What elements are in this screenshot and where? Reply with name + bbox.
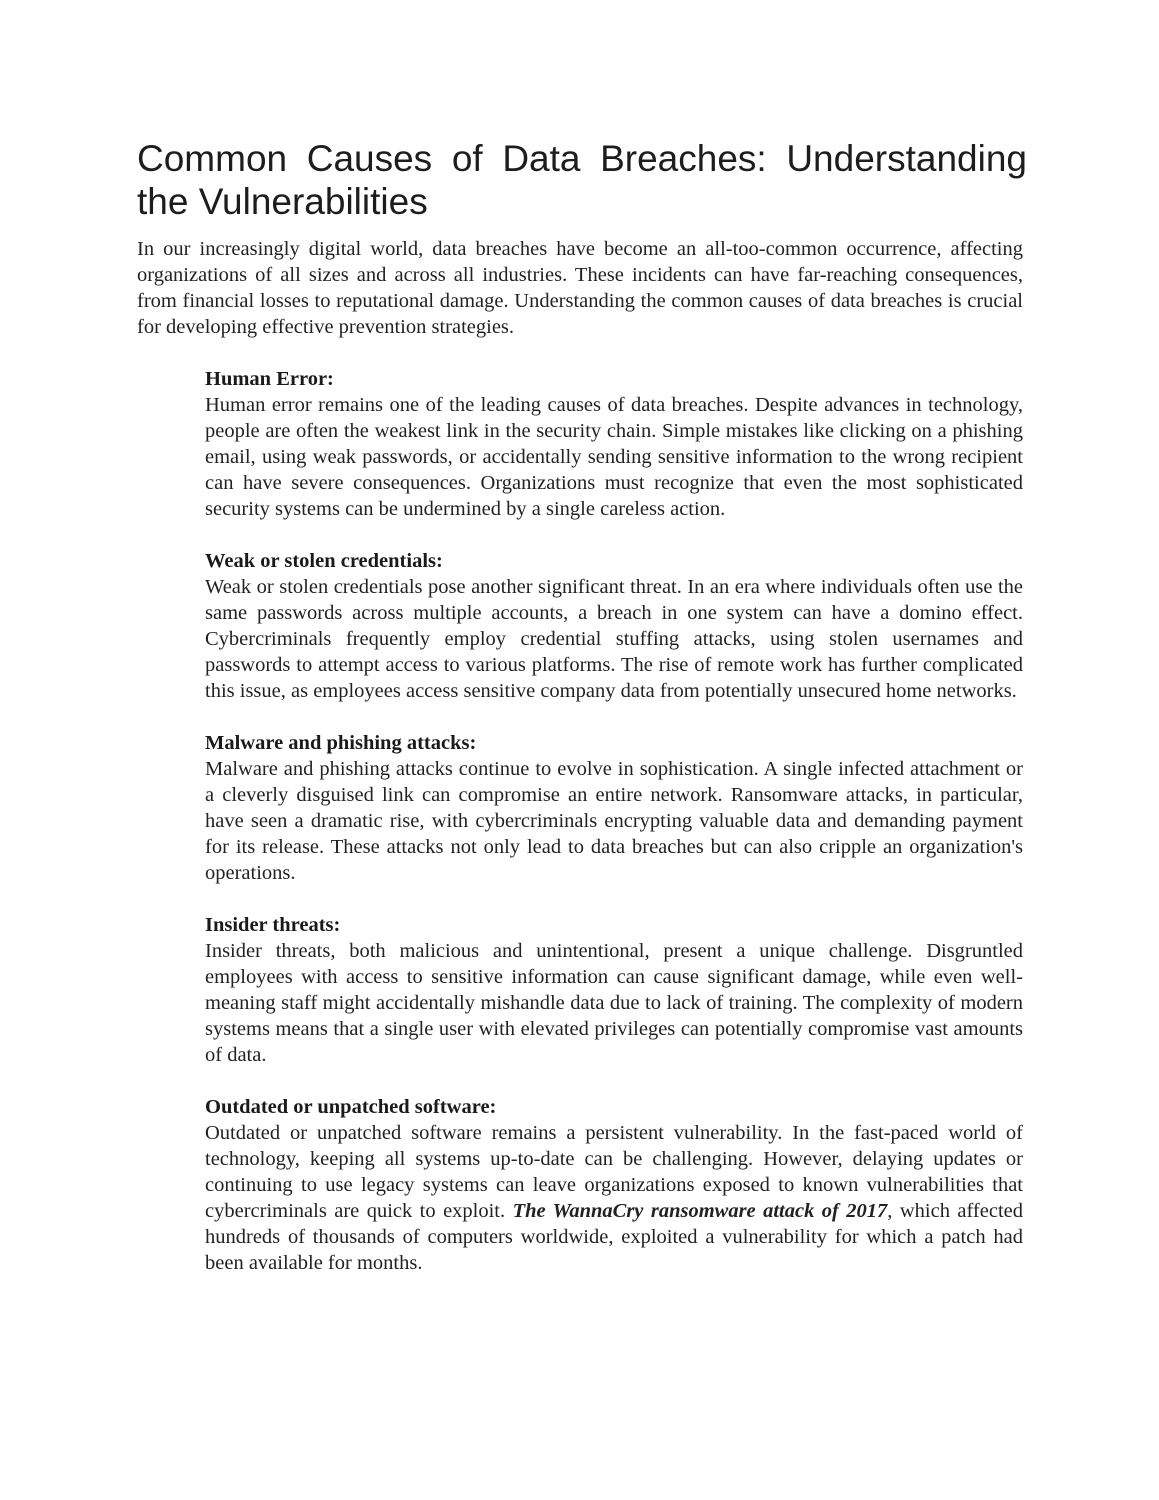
section-insider-threats bbox=[205, 912, 1023, 1068]
intro-paragraph: In our increasingly digital world, data breaches have become an all-too-common occurrence, affecting organizations of all sizes and across all industries. These incidents can have far-reaching consequences, from financial losses to reputational damage. Understanding the common causes of data breaches is crucial for developing effective prevention strategies. bbox=[137, 238, 1023, 338]
section-human-error bbox=[205, 366, 1023, 522]
section-malware-phishing bbox=[205, 730, 1023, 886]
section-body: Weak or stolen credentials pose another significant threat. In an era where individuals often use the same passwords across multiple accounts, a breach in one system can have a domino effect. Cybercriminals frequently employ credential stuffing attacks, using stolen usernames and passwords to attempt access to various platforms. The rise of remote work has further complicated this issue, as employees access sensitive company data from potentially unsecured home networks. bbox=[205, 576, 1023, 702]
section-outdated-software bbox=[205, 1094, 1023, 1276]
section-body: Malware and phishing attacks continue to evolve in sophistication. A single infected attachment or a cleverly disguised link can compromise an entire network. Ransomware attacks, in particular, have seen a dramatic rise, with cybercriminals encrypting valuable data and demanding payment for its release. These attacks not only lead to data breaches but can also cripple an organization's operations. bbox=[205, 758, 1023, 884]
section-body-text: , which affected hundreds of thousands of computers worldwide, exploited a vulnerability for which a patch had been available for months. bbox=[205, 1200, 1023, 1274]
section-body-emphasis: The WannaCry ransomware attack of 2017 bbox=[512, 1200, 888, 1222]
section-heading: Outdated or unpatched software: bbox=[205, 1096, 497, 1118]
section-body: Human error remains one of the leading causes of data breaches. Despite advances in technology, people are often the weakest link in the security chain. Simple mistakes like clicking on a phishing email, using weak passwords, or accidentally sending sensitive information to the wrong recipient can have severe consequences. Organizations must recognize that even the most sophisticated security systems can be undermined by a single careless action. bbox=[205, 394, 1023, 520]
section-heading: Weak or stolen credentials: bbox=[205, 550, 443, 572]
section-body: Insider threats, both malicious and unintentional, present a unique challenge. Disgruntled employees with access to sensitive information can cause significant damage, while even well-meaning staff might accidentally mishandle data due to lack of training. The complexity of modern systems means that a single user with elevated privileges can potentially compromise vast amounts of data. bbox=[205, 940, 1023, 1066]
section-heading: Insider threats: bbox=[205, 914, 341, 936]
section-weak-credentials bbox=[205, 548, 1023, 704]
section-heading: Malware and phishing attacks: bbox=[205, 732, 477, 754]
section-body-text: Outdated or unpatched software remains a persistent vulnerability. In the fast-paced world of technology, keeping all systems up-to-date can be challenging. However, delaying updates or continuing to use legacy systems can leave organizations exposed to known vulnerabilities that cybercriminals are quick to exploit. bbox=[205, 1122, 1023, 1222]
section-body bbox=[205, 1120, 1023, 1276]
document-title: Common Causes of Data Breaches: Understanding the Vulnerabilities bbox=[137, 138, 1027, 222]
section-heading: Human Error: bbox=[205, 368, 334, 390]
sections-list bbox=[205, 366, 1023, 1302]
